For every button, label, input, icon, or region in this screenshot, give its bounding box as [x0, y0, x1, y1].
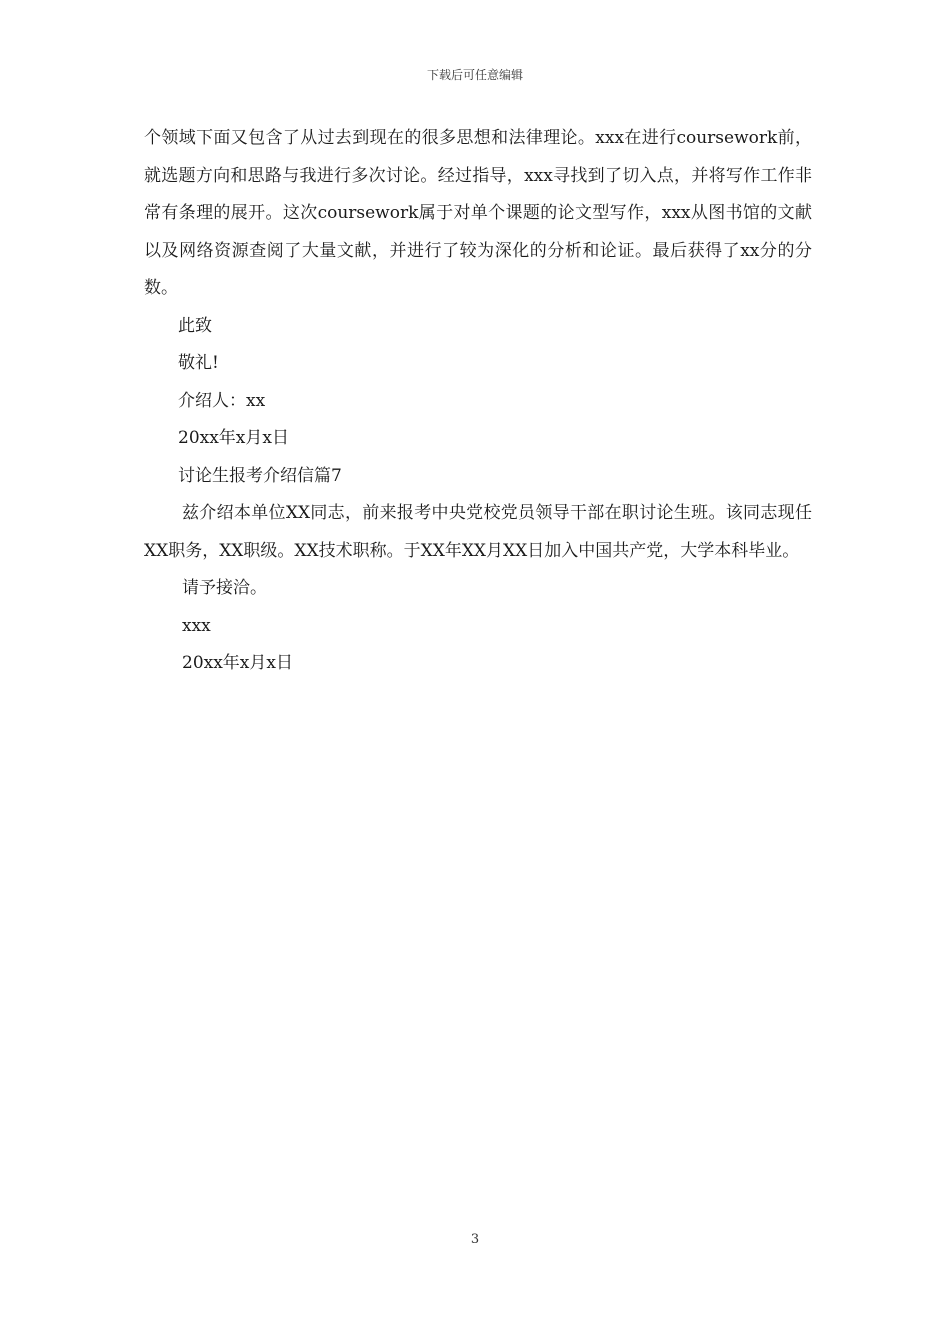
introducer-line: 介绍人：xx [178, 390, 266, 411]
body-paragraph-continued: 个领域下面又包含了从过去到现在的很多思想和法律理论。xxx在进行coursework前，就选题方向和思路与我进行多次讨论。经过指导，xxx寻找到了切入点，并将写作工作非常有条理的展开。这次coursework属于对单个课题的论文型写作，xxx从图书馆的文献以及网络资源查阅了大量文献，并进行了较为深化的分析和论证。最后获得了xx分的分数。 [144, 128, 812, 298]
page-number: 3 [470, 1232, 480, 1247]
signer-line: xxx [182, 615, 211, 636]
document-body [144, 120, 812, 683]
letter-date: 20xx年x月x日 [178, 428, 289, 448]
body-paragraph-introduction: 兹介绍本单位XX同志，前来报考中央党校党员领导干部在职讨论生班。该同志现任XX职务，XX职级。XX技术职称。于XX年XX月XX日加入中国共产党，大学本科毕业。 [144, 503, 812, 561]
letter-date-2: 20xx年x月x日 [182, 653, 293, 673]
page-header: 下载后可任意编辑 [426, 68, 523, 82]
closing-salutation: 此致 [178, 315, 212, 336]
request-line: 请予接洽。 [182, 578, 267, 598]
closing-regards: 敬礼! [178, 353, 219, 373]
section-title: 讨论生报考介绍信篇7 [178, 465, 342, 486]
